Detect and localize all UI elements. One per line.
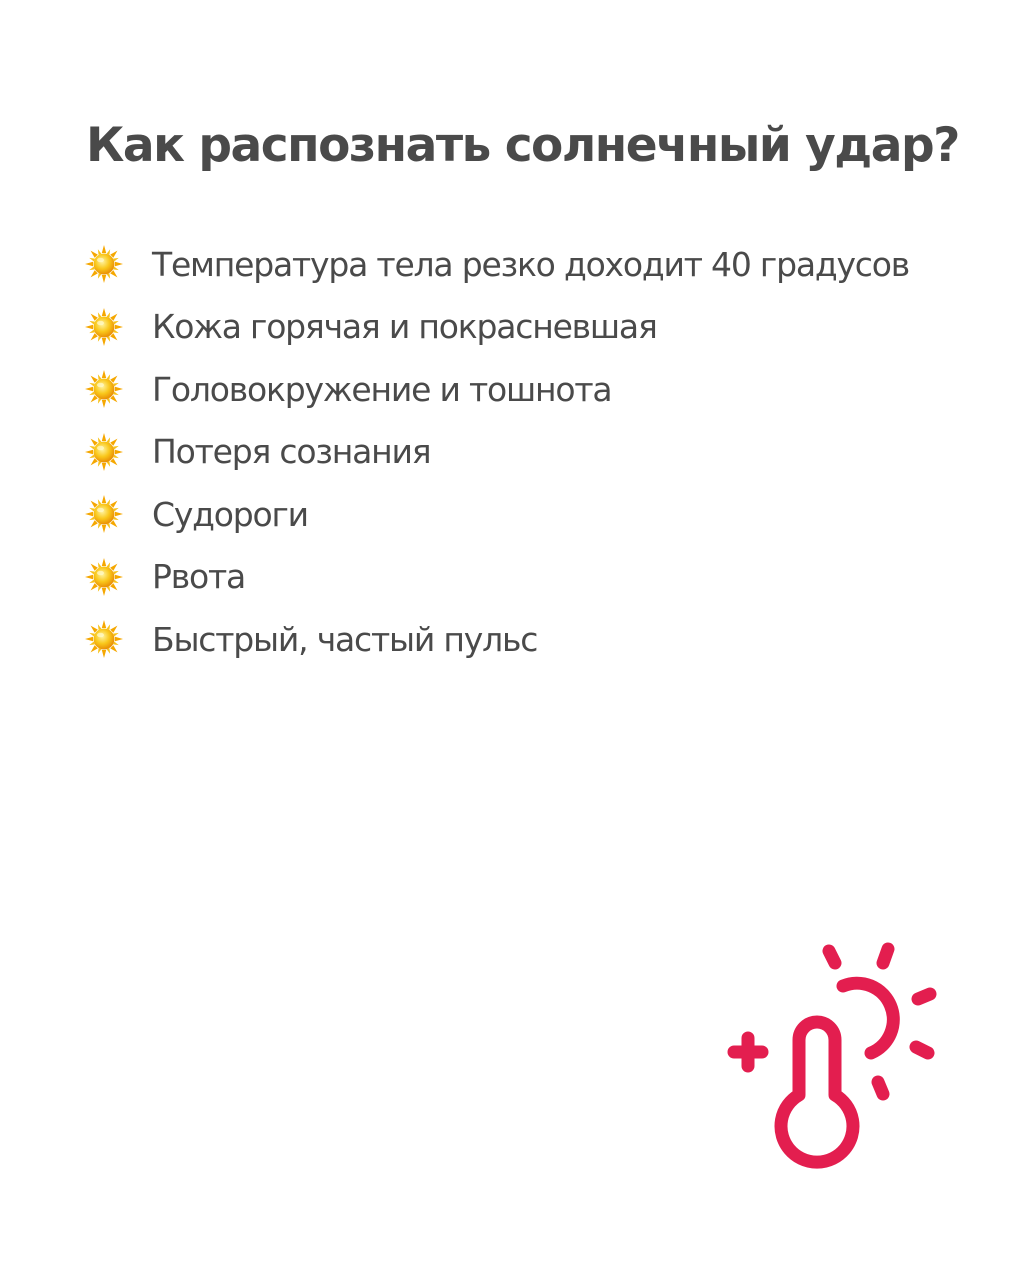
list-item bbox=[84, 608, 909, 671]
list-item bbox=[84, 358, 909, 421]
list-item bbox=[84, 421, 909, 484]
symptom-text: Быстрый, частый пульс bbox=[152, 619, 538, 659]
thermometer-outline bbox=[781, 1022, 853, 1162]
symptom-text: Потеря сознания bbox=[152, 432, 431, 472]
plus-icon bbox=[734, 1038, 762, 1066]
list-item bbox=[84, 483, 909, 546]
sun-icon bbox=[84, 369, 124, 409]
sun-icon bbox=[84, 619, 124, 659]
sun-ray bbox=[878, 1082, 883, 1094]
symptom-text: Температура тела резко доходит 40 градусов bbox=[152, 244, 909, 284]
list-item bbox=[84, 546, 909, 609]
list-item bbox=[84, 296, 909, 359]
symptom-text: Кожа горячая и покрасневшая bbox=[152, 307, 657, 347]
sun-icon bbox=[84, 432, 124, 472]
sun-icon bbox=[84, 244, 124, 284]
symptom-list bbox=[84, 233, 909, 671]
sun-ray bbox=[918, 994, 930, 999]
symptom-text: Головокружение и тошнота bbox=[152, 369, 612, 409]
sun-icon bbox=[84, 307, 124, 347]
symptom-text: Судороги bbox=[152, 494, 308, 534]
list-item bbox=[84, 233, 909, 296]
symptom-text: Рвота bbox=[152, 557, 245, 597]
sun-arc bbox=[843, 983, 893, 1053]
sun-ray bbox=[916, 1047, 928, 1053]
thermometer-sun-icon bbox=[722, 935, 942, 1175]
sun-icon bbox=[84, 494, 124, 534]
sun-ray bbox=[883, 949, 888, 963]
page-title: Как распознать солнечный удар? bbox=[86, 118, 959, 173]
sun-ray bbox=[829, 951, 835, 963]
sun-icon bbox=[84, 557, 124, 597]
